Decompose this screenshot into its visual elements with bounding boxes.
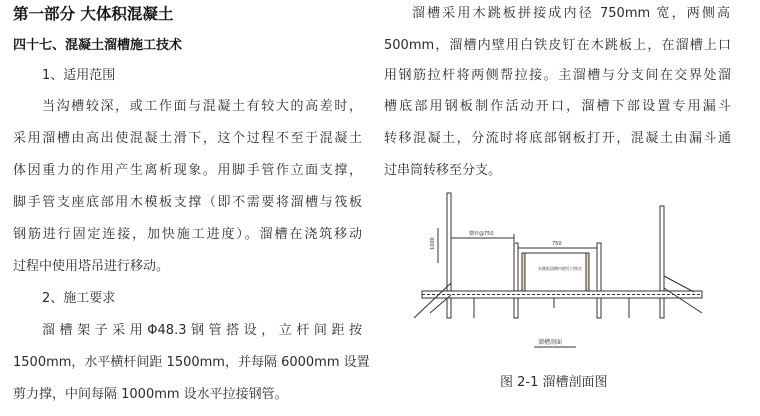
steel-pole xyxy=(514,243,518,318)
paragraph-line: 脚手管支座底部用木模板支撑（即不需要将溜槽与筏板 xyxy=(13,195,362,210)
heading-requirements: 2、施工要求 xyxy=(42,291,116,306)
figure-caption: 图 2-1 溜槽剖面图 xyxy=(500,375,608,390)
paragraph-line: 采用溜槽由高出使混凝土滑下，这个过程不至于混凝土 xyxy=(13,131,362,146)
steel-pole xyxy=(447,193,451,318)
heading-scope: 1、适用范围 xyxy=(42,68,116,83)
paragraph-line: 用钢筋拉杆将两侧帮拉接。主溜槽与分支间在交界处溜 xyxy=(384,68,731,83)
dim-label: 1000 xyxy=(430,237,436,250)
paragraph-line: 溜槽架子采用Φ48.3钢管搭设，立杆间距按 xyxy=(42,323,362,338)
paragraph-line: 体因重力的作用产生离析现象。用脚手管作立面支撑， xyxy=(13,163,362,178)
paragraph-line: 过程中使用塔吊进行移动。 xyxy=(13,259,170,274)
paragraph-line: 转移混凝土，分流时将底部钢板打开，混凝土由漏斗通 xyxy=(384,131,731,146)
inner-note: 木跳板溜槽内壁钉白铁皮 xyxy=(538,266,582,271)
steel-pole xyxy=(660,206,664,318)
paragraph-line: 当沟槽较深，或工作面与混凝土有较大的高差时， xyxy=(42,99,362,114)
chute-wall xyxy=(522,253,525,291)
paragraph-line: 溜槽采用木跳板拼接成内径 750mm 宽，两侧高 xyxy=(412,6,730,21)
chute-wall xyxy=(586,253,589,291)
steel-pole xyxy=(597,243,601,318)
paragraph-line: 500mm，溜槽内壁用白铁皮钉在木跳板上，在溜槽上口 xyxy=(384,38,731,53)
bracing xyxy=(414,283,451,318)
paragraph-line: 1500mm，水平横杆间距 1500mm，并每隔 6000mm 设置 xyxy=(13,355,370,370)
part-title: 第一部分 大体积混凝土 xyxy=(13,5,174,23)
chute-section-drawing xyxy=(414,188,714,363)
dim-label: 750 xyxy=(552,241,562,247)
bracing xyxy=(664,276,694,292)
paragraph-line: 槽底部用钢板制作活动开口，溜槽下部设置专用漏斗 xyxy=(384,99,731,114)
dim-label: 横杆@750 xyxy=(469,231,494,237)
section-title: 四十七、混凝土溜槽施工技术 xyxy=(13,38,183,53)
drawing-title: 溜槽剖面 xyxy=(538,339,563,346)
paragraph-line: 剪力撑，中间每隔 1000mm 设水平拉接钢管。 xyxy=(13,387,288,402)
paragraph-line: 钢筋进行固定连接，加快施工进度）。溜槽在浇筑移动 xyxy=(13,227,362,242)
paragraph-line: 过串筒转移至分支。 xyxy=(384,163,502,178)
